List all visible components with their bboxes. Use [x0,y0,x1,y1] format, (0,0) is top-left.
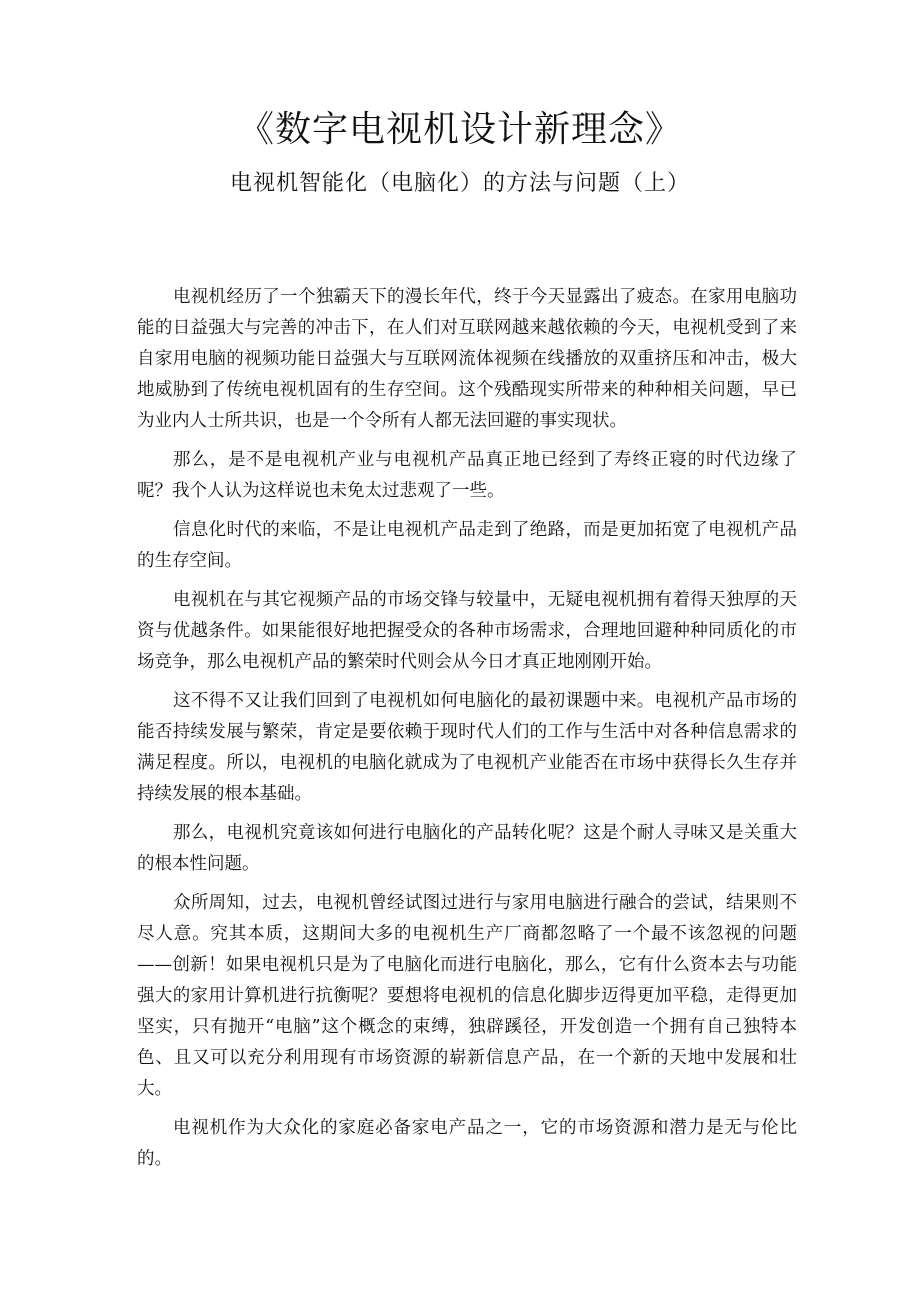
paragraph: 那么，是不是电视机产业与电视机产品真正地已经到了寿终正寝的时代边缘了呢？我个人认为这样说也未免太过悲观了一些。 [137,450,797,501]
paragraph: 电视机经历了一个独霸天下的漫长年代，终于今天显露出了疲态。在家用电脑功能的日益强大与完善的冲击下，在人们对互联网越来越依赖的今天，电视机受到了来自家用电脑的视频功能日益强大与互联网流体视频在线播放的双重挤压和冲击，极大地威胁到了传统电视机固有的生存空间。这个残酷现实所带来的种种相关问题，早已为业内人士所共识，也是一个令所有人都无法回避的事实现状。 [137,287,797,431]
document-title: 《数字电视机设计新理念》 [237,109,682,150]
paragraph: 电视机作为大众化的家庭必备家电产品之一，它的市场资源和潜力是无与伦比的。 [137,1118,797,1169]
paragraph: 电视机在与其它视频产品的市场交锋与较量中，无疑电视机拥有着得天独厚的天资与优越条件。如果能很好地把握受众的各种市场需求，合理地回避种种同质化的市场竞争，那么电视机产品的繁荣时代则会从今日才真正地刚刚开始。 [137,590,797,672]
paragraph: 信息化时代的来临，不是让电视机产品走到了绝路，而是更加拓宽了电视机产品的生存空间。 [137,520,797,571]
paragraph: 众所周知，过去，电视机曾经试图过进行与家用电脑进行融合的尝试，结果则不尽人意。究其本质，这期间大多的电视机生产厂商都忽略了一个最不该忽视的问题——创新！如果电视机只是为了电脑化而进行电脑化，那么，它有什么资本去与功能强大的家用计算机进行抗衡呢？要想将电视机的信息化脚步迈得更加平稳，走得更加坚实，只有抛开“电脑”这个概念的束缚，独辟蹊径，开发创造一个拥有自己独特本色、且又可以充分利用现有市场资源的崭新信息产品，在一个新的天地中发展和壮大。 [137,893,797,1099]
document-subtitle: 电视机智能化（电脑化）的方法与问题（上） [229,171,690,196]
paragraph: 那么，电视机究竟该如何进行电脑化的产品转化呢？这是个耐人寻味又是关重大的根本性问题。 [137,823,797,874]
paragraph: 这不得不又让我们回到了电视机如何电脑化的最初课题中来。电视机产品市场的能否持续发展与繁荣，肯定是要依赖于现时代人们的工作与生活中对各种信息需求的满足程度。所以，电视机的电脑化就成为了电视机产业能否在市场中获得长久生存并持续发展的根本基础。 [137,691,797,804]
document-body [137,282,797,1183]
